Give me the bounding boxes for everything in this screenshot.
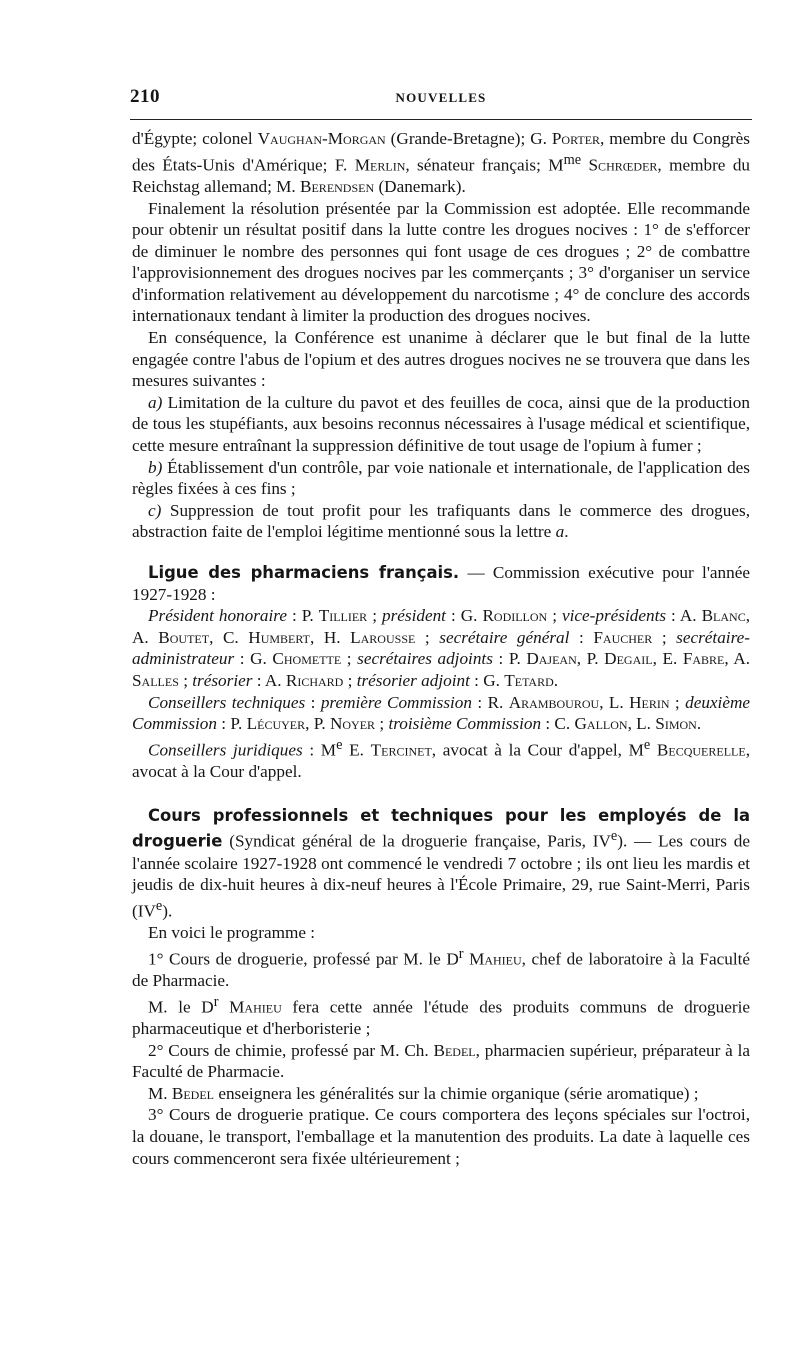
text-body [132,128,750,1169]
paragraph-cours-droguerie: 1° Cours de droguerie, professé par M. le $D^r$ Mahieu, chef de laboratoire à la Faculté de Pharmacie. [132,945,751,991]
page-header [130,86,752,112]
paragraph-resolution: Finalement la résolution présentée par la Commission est adoptée. Elle recommande pour obtenir un résultat positif dans la lutte contre les drogues nocives : 1° de s'efforcer de diminuer le nombre des personnes qui font usage de ces drogues ; 2° de combattre l'approvisionnement des drogues nocives par les commerçants ; 3° d'organiser un service d'information relativement au développement du narcotisme ; 4° de conclure des accords internationaux tendant à limiter la production des drogues nocives. [132,198,750,326]
running-title: NOUVELLES [395,90,487,105]
paragraph-cours-chimie: 2° Cours de chimie, professé par M. Ch. Bedel, pharmacien supérieur, préparateur à la Faculté de Pharmacie. [132,1040,750,1082]
section-heading: Cours professionnels et techniques pour les employés de la droguerie [132,805,750,852]
paragraph-bedel: M. Bedel enseignera les généralités sur la chimie organique (série aromatique) ; [148,1083,699,1103]
section-cours-heading: Cours professionnels et techniques pour les employés de la droguerie (Syndicat général de la droguerie française, Paris, IVe). — Les cours de l'année scolaire 1927-1928 ont commencé le vendredi 7 octobre ; ils ont lieu les mardis et jeudis de dix-huit heures à dix-neuf heures à l'École Primaire, 29, rue Saint-Merri, Paris (IVe). [132,805,750,921]
paragraph-measure-a: a) Limitation de la culture du pavot et des feuilles de coca, ainsi que de la production de tous les stupéfiants, aux besoins reconnus nécessaires à l'usage médical et scientifique, cette mesure entraînant la suppression définitive de tout usage de l'opium à fumer ; [132,392,750,456]
paragraph-measure-c: c) Suppression de tout profit pour les trafiquants dans le commerce des drogues, abstraction faite de l'emploi légitime mentionné sous la lettre a. [132,500,750,542]
paragraph-conseillers-juridiques: Conseillers juridiques : Me E. Tercinet, avocat à la Cour d'appel, Me Becquerelle, avocat à la Cour d'appel. [132,736,750,782]
section-heading: Ligue des pharmaciens français. [148,563,460,583]
paragraph-delegates: d'Égypte; colonel Vaughan-Morgan (Grande-Bretagne); G. Porter, membre du Congrès des États-Unis d'Amérique; F. Merlin, sénateur français; $M^{me}$ Schrœder, membre du Reichstag allemand; M. Berendsen (Danemark). [132,129,751,196]
section-ligue-heading: Ligue des pharmaciens français. — Commission exécutive pour l'année 1927-1928 : [132,563,750,604]
paragraph-conference: En conséquence, la Conférence est unanime à déclarer que le but final de la lutte engagée contre l'abus de l'opium et des autres drogues nocives ne se trouvera que dans les mesures suivantes : [132,328,750,391]
paragraph-droguerie-pratique: 3° Cours de droguerie pratique. Ce cours comportera des leçons spéciales sur l'octroi, la douane, le transport, l'emballage et la manutention des produits. La date à laquelle ces cours commenceront sera fixée ultérieurement ; [132,1105,750,1168]
page-number: 210 [130,86,160,107]
header-rule [130,119,752,120]
paragraph-conseillers-techniques: Conseillers techniques : première Commission : R. Arambourou, L. Herin ; deuxième Commission : P. Lécuyer, P. Noyer ; troisième Commission : C. Gallon, L. Simon. [132,692,750,734]
paragraph-mahieu: M. le $D^r$ Mahieu fera cette année l'étude des produits communs de droguerie pharmaceutique et d'herboristerie ; [132,993,751,1038]
paragraph-measure-b: b) Établissement d'un contrôle, par voie nationale et internationale, de l'application des règles fixées à ces fins ; [132,457,750,499]
paragraph-programme: En voici le programme : [148,923,316,943]
paragraph-ligue-officers: Président honoraire : P. Tillier ; président : G. Rodillon ; vice-présidents : A. Blanc, A. Boutet, C. Humbert, H. Larousse ; secrétaire général : Faucher ; secrétaire-administrateur : G. Chomette ; secrétaires adjoints : P. Dajean, P. Degail, E. Fabre, A. Salles ; trésorier : A. Richard ; trésorier adjoint : G. Tetard. [132,606,751,690]
